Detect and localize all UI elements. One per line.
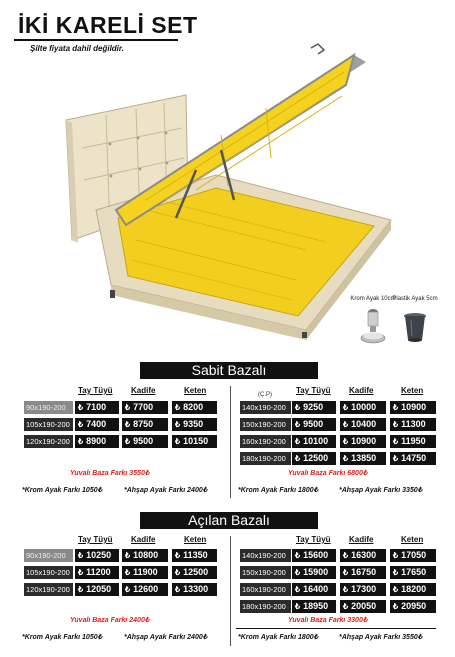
- price-cell: ₺ 12600: [122, 583, 168, 596]
- chrome-foot-surcharge: *Krom Ayak Farkı 1050₺: [22, 487, 103, 494]
- price-cell: ₺ 10250: [75, 549, 119, 562]
- price-cell: ₺ 12050: [75, 583, 119, 596]
- price-cell: ₺ 17650: [390, 566, 436, 579]
- col-header-kadife: Kadife: [349, 535, 374, 544]
- price-cell: ₺ 10150: [172, 435, 217, 448]
- price-cell: ₺ 17300: [340, 583, 386, 596]
- size-label: 120x190-200: [24, 583, 73, 596]
- price-cell: ₺ 18200: [390, 583, 436, 596]
- price-cell: ₺ 14750: [390, 452, 436, 465]
- price-cell: ₺ 17050: [390, 549, 436, 562]
- price-cell: ₺ 8900: [75, 435, 119, 448]
- plastic-foot-icon: [402, 306, 428, 344]
- price-cell: ₺ 8200: [172, 401, 217, 414]
- size-label: 160x190-200: [240, 583, 291, 596]
- col-header-keten: Keten: [401, 535, 424, 544]
- price-cell: ₺ 10800: [122, 549, 168, 562]
- size-label: 150x190-200: [240, 566, 291, 579]
- size-label: 180x190-200: [240, 452, 291, 465]
- size-label: 160x190-200: [240, 435, 291, 448]
- price-cell: ₺ 7700: [122, 401, 168, 414]
- price-cell: ₺ 9500: [122, 435, 168, 448]
- plastic-foot-item: [380, 296, 450, 347]
- slotted-base-surcharge: Yuvalı Baza Farkı 3550₺: [70, 470, 150, 477]
- col-header-kadife: Kadife: [131, 386, 156, 395]
- price-cell: ₺ 10400: [340, 418, 386, 431]
- cp-note: (Ç.P): [258, 392, 272, 398]
- col-header-keten: Keten: [401, 386, 424, 395]
- price-cell: ₺ 16300: [340, 549, 386, 562]
- col-header-tay-tuyu: Tay Tüyü: [296, 386, 331, 395]
- size-label: 140x190-200: [240, 401, 291, 414]
- col-header-keten: Keten: [184, 386, 207, 395]
- col-header-kadife: Kadife: [131, 535, 156, 544]
- price-cell: ₺ 10900: [390, 401, 436, 414]
- size-label: 150x190-200: [240, 418, 291, 431]
- price-cell: ₺ 11350: [172, 549, 217, 562]
- price-cell: ₺ 10900: [340, 435, 386, 448]
- slotted-base-surcharge: Yuvalı Baza Farkı 3300₺: [288, 617, 368, 624]
- col-header-tay-tuyu: Tay Tüyü: [78, 386, 113, 395]
- price-cell: ₺ 20050: [340, 600, 386, 613]
- page-subtitle: Şilte fiyata dahil değildir.: [30, 44, 124, 53]
- price-cell: ₺ 7100: [75, 401, 119, 414]
- size-label: 140x190-200: [240, 549, 291, 562]
- size-label: 120x190-200: [24, 435, 73, 448]
- price-cell: ₺ 12500: [292, 452, 336, 465]
- col-header-tay-tuyu: Tay Tüyü: [78, 535, 113, 544]
- price-cell: ₺ 8750: [122, 418, 168, 431]
- col-header-tay-tuyu: Tay Tüyü: [296, 535, 331, 544]
- col-header-keten: Keten: [184, 535, 207, 544]
- price-cell: ₺ 13850: [340, 452, 386, 465]
- price-cell: ₺ 13300: [172, 583, 217, 596]
- footer-rule: [236, 628, 436, 629]
- size-label: 105x190-200: [24, 566, 73, 579]
- slotted-base-surcharge: Yuvalı Baza Farkı 2400₺: [70, 617, 150, 624]
- page-title: İKİ KARELİ SET: [18, 12, 198, 38]
- chrome-foot-surcharge: *Krom Ayak Farkı 1050₺: [22, 634, 103, 641]
- price-cell: ₺ 10000: [340, 401, 386, 414]
- chrome-foot-surcharge: *Krom Ayak Farkı 1800₺: [238, 487, 319, 494]
- price-cell: ₺ 20950: [390, 600, 436, 613]
- price-cell: ₺ 16400: [292, 583, 336, 596]
- price-cell: ₺ 9500: [292, 418, 336, 431]
- price-cell: ₺ 16750: [340, 566, 386, 579]
- section-banner-lifting-base: Açılan Bazalı: [140, 512, 318, 529]
- wood-foot-surcharge: *Ahşap Ayak Farkı 2400₺: [124, 487, 208, 494]
- column-divider: [230, 386, 231, 498]
- price-cell: ₺ 18950: [292, 600, 336, 613]
- price-cell: ₺ 11950: [390, 435, 436, 448]
- col-header-kadife: Kadife: [349, 386, 374, 395]
- size-label: 90x190-200: [24, 549, 73, 562]
- price-cell: ₺ 11300: [390, 418, 436, 431]
- price-cell: ₺ 15600: [292, 549, 336, 562]
- price-cell: ₺ 11900: [122, 566, 168, 579]
- slotted-base-surcharge: Yuvalı Baza Farkı 6800₺: [288, 470, 368, 477]
- column-divider: [230, 536, 231, 646]
- price-cell: ₺ 11200: [75, 566, 119, 579]
- size-label: 90x190-200: [24, 401, 73, 414]
- price-cell: ₺ 10100: [292, 435, 336, 448]
- wood-foot-surcharge: *Ahşap Ayak Farkı 3350₺: [339, 487, 423, 494]
- price-cell: ₺ 7400: [75, 418, 119, 431]
- price-cell: ₺ 12500: [172, 566, 217, 579]
- price-cell: ₺ 15900: [292, 566, 336, 579]
- plastic-foot-label: Plastik Ayak 5cm: [392, 296, 438, 302]
- chrome-foot-label: Krom Ayak 10cm: [350, 296, 396, 302]
- bed-storage-illustration: [56, 40, 396, 340]
- size-label: 105x190-200: [24, 418, 73, 431]
- price-cell: ₺ 9250: [292, 401, 336, 414]
- wood-foot-surcharge: *Ahşap Ayak Farkı 3550₺: [339, 634, 423, 641]
- chrome-foot-surcharge: *Krom Ayak Farkı 1800₺: [238, 634, 319, 641]
- size-label: 180x190-200: [240, 600, 291, 613]
- price-cell: ₺ 9350: [172, 418, 217, 431]
- wood-foot-surcharge: *Ahşap Ayak Farkı 2400₺: [124, 634, 208, 641]
- section-banner-fixed-base: Sabit Bazalı: [140, 362, 318, 379]
